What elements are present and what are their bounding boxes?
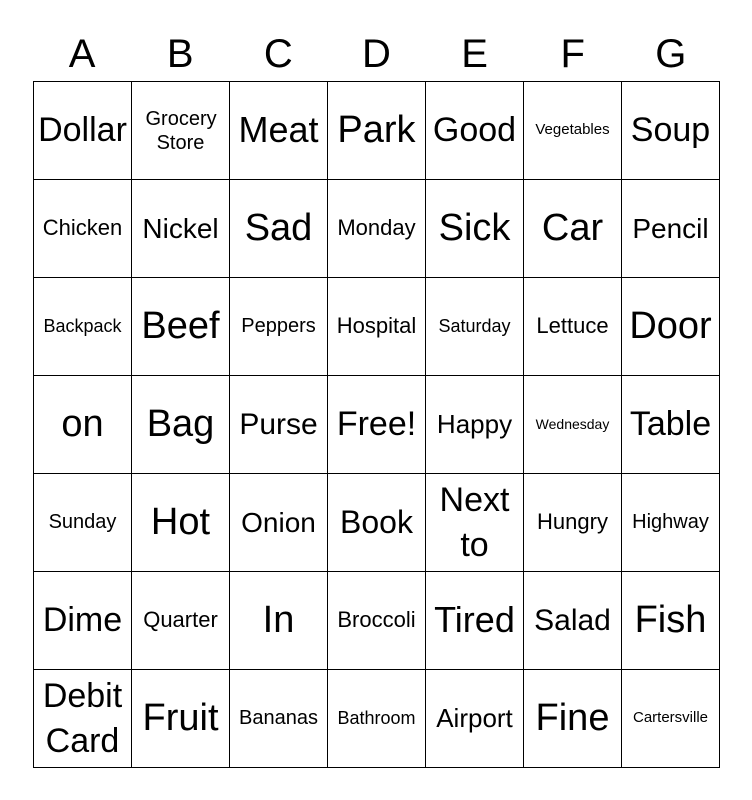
column-letter-b: B	[166, 32, 194, 76]
bingo-cell[interactable]	[426, 572, 524, 670]
bingo-cell[interactable]	[34, 180, 132, 278]
cell-label: Highway	[632, 511, 709, 534]
cell-label: Vegetables	[535, 121, 610, 139]
cell-label: Backpack	[43, 316, 122, 337]
cell-label: Bathroom	[337, 708, 416, 729]
cell-label: Sunday	[48, 511, 117, 534]
cell-label: Wednesday	[535, 415, 610, 432]
bingo-cell[interactable]	[230, 180, 328, 278]
cell-label: Fish	[634, 599, 707, 642]
column-letter-f: F	[560, 32, 585, 76]
column-letter-e: E	[461, 32, 488, 76]
bingo-cell[interactable]	[426, 180, 524, 278]
bingo-cell[interactable]	[622, 572, 720, 670]
bingo-cell[interactable]	[524, 474, 622, 572]
cell-label: Good	[432, 111, 517, 150]
bingo-cell[interactable]	[230, 376, 328, 474]
free-space-cell[interactable]	[328, 376, 426, 474]
cell-label: Airport	[436, 702, 513, 733]
bingo-cell[interactable]	[230, 474, 328, 572]
cell-label: Cartersville	[632, 709, 708, 727]
cell-label: Meat	[238, 109, 319, 151]
cell-label: Monday	[337, 215, 416, 241]
bingo-cell[interactable]	[132, 278, 230, 376]
bingo-cell[interactable]	[132, 572, 230, 670]
bingo-cell[interactable]	[34, 376, 132, 474]
cell-label: Book	[340, 503, 413, 540]
cell-label: Chicken	[42, 215, 123, 241]
bingo-cell[interactable]	[426, 82, 524, 180]
bingo-cell[interactable]	[622, 376, 720, 474]
cell-label: Pencil	[632, 212, 709, 244]
cell-label: In	[262, 599, 295, 642]
bingo-cell[interactable]	[524, 376, 622, 474]
cell-label: Bag	[146, 403, 215, 446]
bingo-cell[interactable]	[524, 82, 622, 180]
bingo-cell[interactable]	[34, 670, 132, 768]
bingo-cell[interactable]	[426, 376, 524, 474]
cell-label: Hungry	[537, 509, 608, 535]
bingo-cell[interactable]	[622, 278, 720, 376]
bingo-cell[interactable]	[622, 180, 720, 278]
cell-label: Saturday	[438, 316, 511, 337]
bingo-cell[interactable]	[524, 278, 622, 376]
cell-label: Sick	[438, 207, 511, 250]
cell-label: on	[61, 403, 104, 446]
bingo-cell[interactable]	[524, 670, 622, 768]
bingo-cell[interactable]	[622, 82, 720, 180]
bingo-cell[interactable]	[328, 180, 426, 278]
cell-label: Car	[541, 207, 604, 250]
bingo-cell[interactable]	[34, 82, 132, 180]
bingo-cell[interactable]	[230, 82, 328, 180]
cell-label: Park	[337, 109, 416, 152]
bingo-cell[interactable]	[622, 670, 720, 768]
cell-label: Table	[629, 405, 712, 444]
cell-label: Hospital	[336, 313, 417, 339]
bingo-cell[interactable]	[328, 278, 426, 376]
bingo-cell[interactable]	[426, 278, 524, 376]
column-letter-d: D	[361, 32, 391, 76]
bingo-cell[interactable]	[524, 180, 622, 278]
free-space-label: Free!	[336, 405, 417, 444]
bingo-cell[interactable]	[328, 474, 426, 572]
bingo-cell[interactable]	[622, 474, 720, 572]
bingo-cell[interactable]	[132, 82, 230, 180]
bingo-cell[interactable]	[328, 572, 426, 670]
bingo-cell[interactable]	[132, 376, 230, 474]
bingo-cell[interactable]	[34, 278, 132, 376]
column-letter-g: G	[655, 32, 687, 76]
cell-label: Fruit	[142, 697, 219, 740]
cell-label: Fine	[535, 697, 610, 740]
cell-label: Next to	[439, 481, 510, 564]
cell-label: Onion	[241, 506, 316, 538]
bingo-cell[interactable]	[230, 278, 328, 376]
column-letter-a: A	[68, 32, 96, 76]
bingo-cell[interactable]	[230, 670, 328, 768]
cell-label: Quarter	[143, 607, 218, 633]
cell-label: Bananas	[239, 707, 318, 730]
bingo-board	[33, 81, 720, 768]
cell-label: Dollar	[38, 111, 127, 150]
bingo-cell[interactable]	[328, 82, 426, 180]
cell-label: Peppers	[241, 315, 316, 338]
cell-label: Broccoli	[337, 607, 416, 633]
bingo-cell[interactable]	[132, 474, 230, 572]
cell-label: Soup	[630, 111, 711, 150]
bingo-cell[interactable]	[426, 474, 524, 572]
cell-label: Lettuce	[536, 313, 609, 339]
bingo-cell[interactable]	[132, 670, 230, 768]
column-letter-c: C	[263, 32, 293, 76]
cell-label: Debit Card	[42, 677, 123, 760]
cell-label: Happy	[436, 408, 513, 439]
cell-label: Door	[629, 305, 712, 348]
cell-label: Beef	[141, 305, 220, 348]
cell-label: Grocery Store	[145, 107, 217, 154]
column-header	[33, 28, 720, 80]
cell-label: Nickel	[142, 212, 219, 244]
bingo-cell[interactable]	[34, 474, 132, 572]
bingo-cell[interactable]	[34, 572, 132, 670]
bingo-cell[interactable]	[426, 670, 524, 768]
cell-label: Hot	[150, 501, 211, 544]
bingo-cell[interactable]	[230, 572, 328, 670]
cell-label: Tired	[434, 599, 515, 641]
cell-label: Purse	[239, 407, 318, 441]
cell-label: Dime	[42, 601, 123, 640]
cell-label: Salad	[534, 603, 611, 637]
bingo-cell[interactable]	[328, 670, 426, 768]
bingo-cell[interactable]	[524, 572, 622, 670]
cell-label: Sad	[244, 207, 313, 250]
bingo-cell[interactable]	[132, 180, 230, 278]
